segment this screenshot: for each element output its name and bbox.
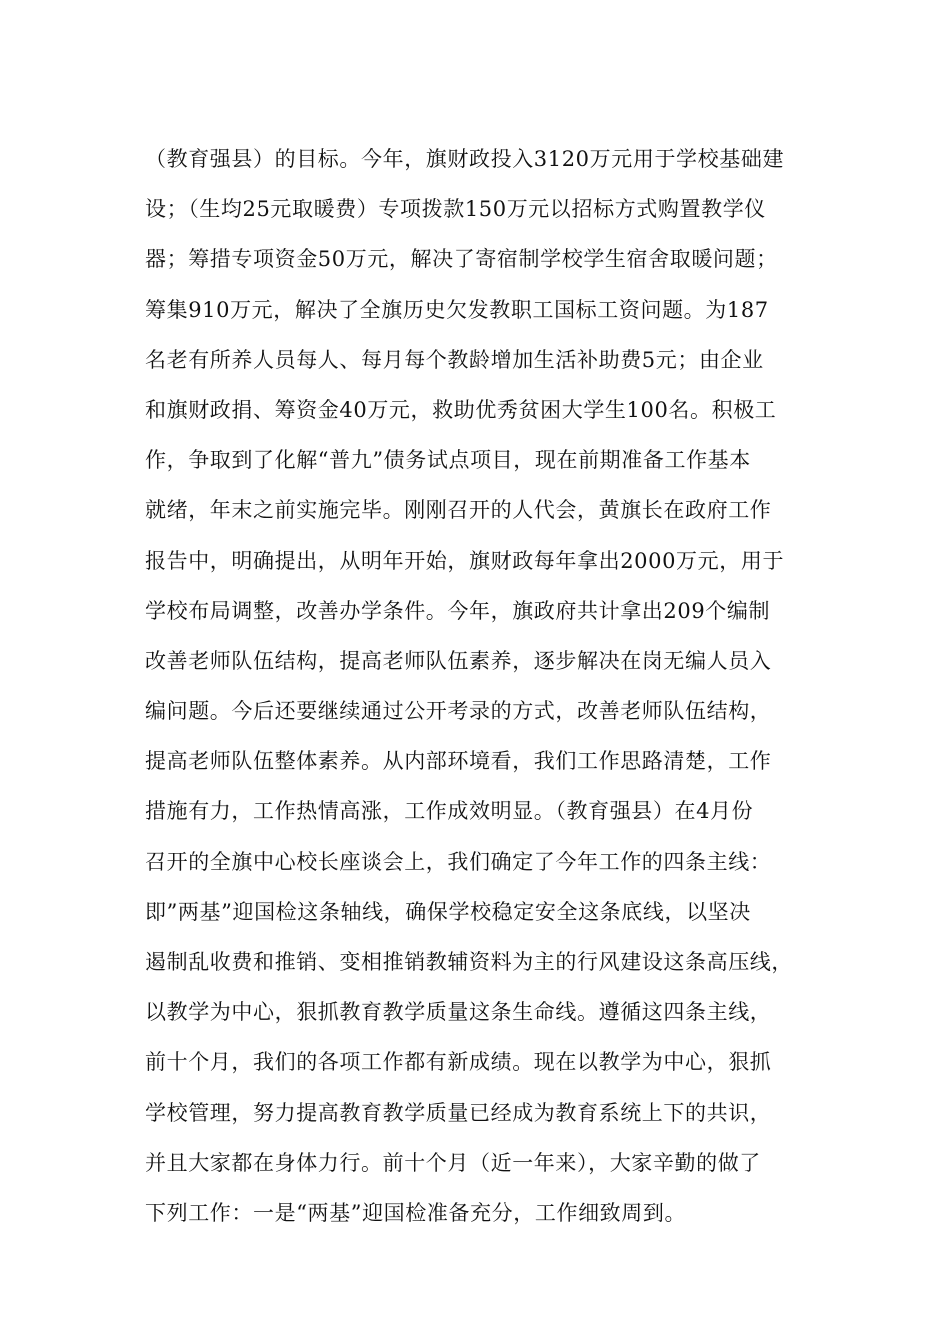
body-paragraph bbox=[145, 134, 835, 1238]
text-line: 并且大家都在身体力行。前十个月（近一年来），大家辛勤的做了 bbox=[145, 1150, 761, 1175]
text-line: （教育强县）的目标。今年，旗财政投入3120万元用于学校基础建 bbox=[145, 147, 785, 171]
text-line: 学校管理，努力提高教育教学质量已经成为教育系统上下的共识， bbox=[145, 1100, 772, 1125]
text-line: 编问题。今后还要继续通过公开考录的方式，改善老师队伍结构， bbox=[145, 699, 772, 724]
text-line: 召开的全旗中心校长座谈会上，我们确定了今年工作的四条主线： bbox=[145, 849, 772, 874]
text-line: 报告中，明确提出，从明年开始，旗财政每年拿出2000万元，用于 bbox=[145, 548, 785, 573]
text-line: 前十个月，我们的各项工作都有新成绩。现在以教学为中心，狠抓 bbox=[145, 1050, 772, 1075]
text-line: 遏制乱收费和推销、变相推销教辅资料为主的行风建设这条高压线， bbox=[145, 950, 793, 974]
text-line: 下列工作：一是“两基”迎国检准备充分，工作细致周到。 bbox=[145, 1200, 687, 1225]
text-line: 器；筹措专项资金50万元，解决了寄宿制学校学生宿舍取暖问题； bbox=[145, 247, 778, 272]
text-line: 学校布局调整，改善办学条件。今年，旗政府共计拿出209个编制 bbox=[145, 598, 771, 623]
text-line: 和旗财政捐、筹资金40万元，救助优秀贫困大学生100名。积极工 bbox=[145, 397, 777, 422]
text-line: 就绪，年末之前实施完毕。刚刚召开的人代会，黄旗长在政府工作 bbox=[145, 498, 772, 523]
text-line: 措施有力，工作热情高涨，工作成效明显。（教育强县）在4月份 bbox=[145, 799, 754, 824]
text-line: 即”两基”迎国检这条轴线，确保学校稳定安全这条底线，以坚决 bbox=[145, 899, 751, 924]
text-line: 名老有所养人员每人、每月每个教龄增加生活补助费5元；由企业 bbox=[145, 347, 764, 372]
text-line: 改善老师队伍结构，提高老师队伍素养，逐步解决在岗无编人员入 bbox=[145, 648, 772, 673]
text-line: 以教学为中心，狠抓教育教学质量这条生命线。遵循这四条主线， bbox=[145, 1000, 772, 1025]
text-line: 提高老师队伍整体素养。从内部环境看，我们工作思路清楚，工作 bbox=[145, 749, 772, 774]
text-line: 作，争取到了化解“普九”债务试点项目，现在前期准备工作基本 bbox=[145, 448, 751, 473]
text-line: 设；（生均25元取暖费）专项拨款150万元以招标方式购置教学仪 bbox=[145, 197, 766, 222]
text-line: 筹集910万元，解决了全旗历史欠发教职工国标工资问题。为187 bbox=[145, 297, 769, 322]
